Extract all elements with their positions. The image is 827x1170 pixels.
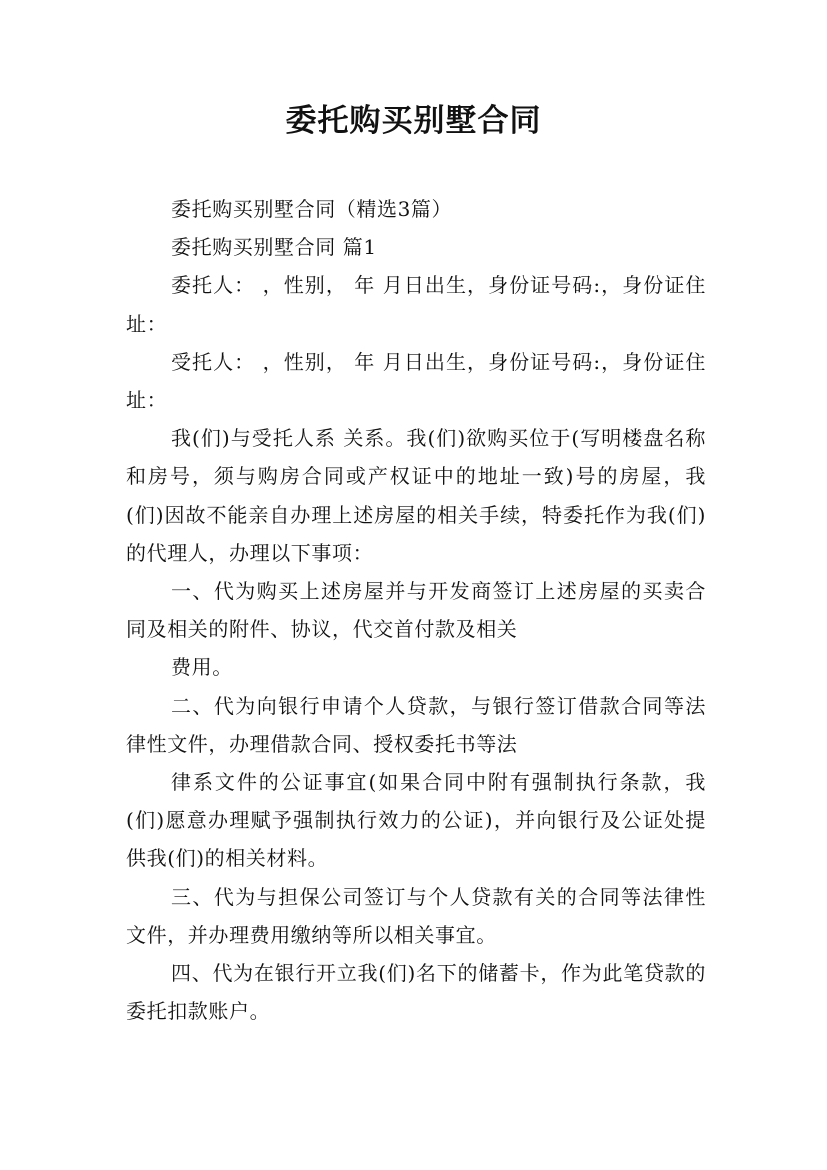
- paragraph-item-two-continued: 律系文件的公证事宜(如果合同中附有强制执行条款，我(们)愿意办理赋予强制执行效力的公证)，并向银行及公证处提供我(们)的相关材料。: [126, 770, 706, 871]
- document-title: 委托购买别墅合同: [285, 103, 542, 139]
- paragraph-item-one-continued: 费用。: [171, 655, 233, 680]
- paragraph-entrustment-statement: 我(们)与受托人系 关系。我(们)欲购买位于(写明楼盘名称和房号，须与购房合同或产权证中的地址一致)号的房屋，我(们)因故不能亲自办理上述房屋的相关手续，特委托作为我(们)的代理人，办理以下事项：: [126, 426, 706, 565]
- paragraph-item-four: 四、代为在银行开立我(们)名下的储蓄卡，作为此笔贷款的委托扣款账户。: [126, 961, 706, 1024]
- document-body: [126, 190, 706, 1030]
- paragraph-agent-info: 受托人： ，性别， 年 月日出生，身份证号码:，身份证住址：: [126, 349, 706, 413]
- paragraph-selection-heading: 委托购买别墅合同（精选3篇）: [171, 197, 453, 221]
- paragraph-item-two: 二、代为向银行申请个人贷款，与银行签订借款合同等法律性文件，办理借款合同、授权委托书等法: [126, 693, 706, 756]
- paragraph-item-three: 三、代为与担保公司签订与个人贷款有关的合同等法律性文件，并办理费用缴纳等所以相关事宜。: [126, 884, 706, 947]
- paragraph-section-heading: 委托购买别墅合同 篇1: [171, 235, 377, 260]
- paragraph-principal-info: 委托人： ，性别， 年 月日出生，身份证号码:，身份证住址：: [126, 273, 706, 336]
- paragraph-item-one: 一、代为购买上述房屋并与开发商签订上述房屋的买卖合同及相关的附件、协议，代交首付款及相关: [126, 579, 706, 642]
